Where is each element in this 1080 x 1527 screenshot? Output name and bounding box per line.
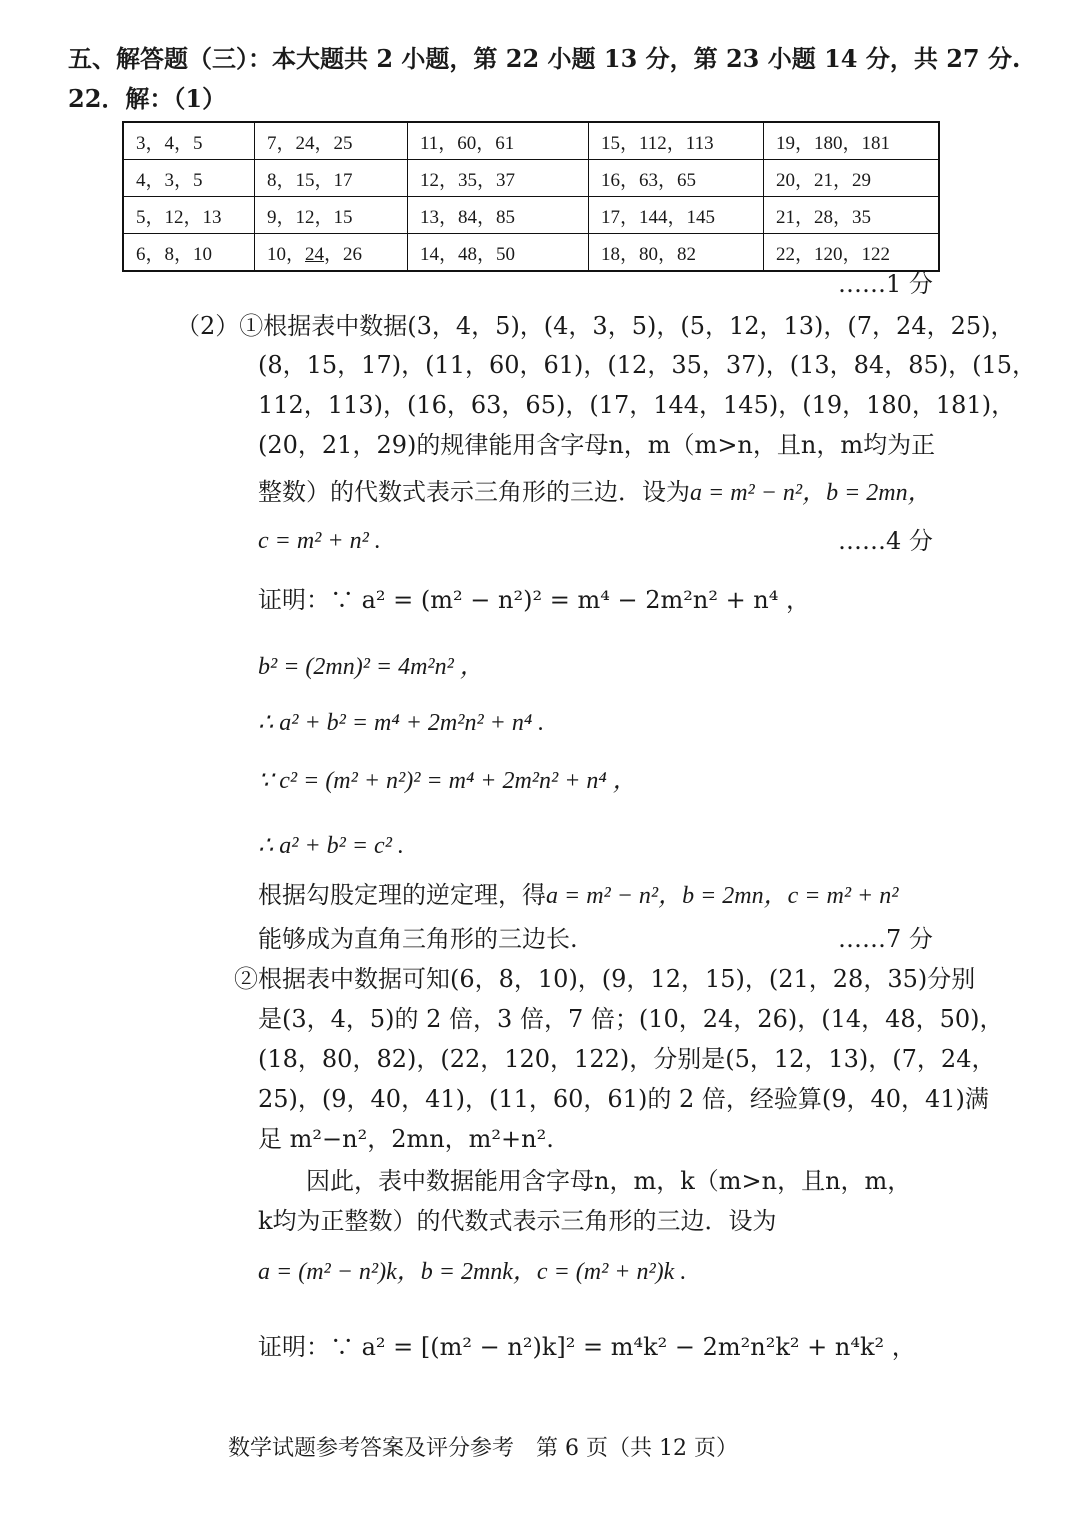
- part2b-line-9: 证明：∵ a² = [(m² − n²)k]² = m⁴k² − 2m²n²k² + n⁴k² ，: [258, 1333, 916, 1361]
- table-cell: 4，3，5: [123, 160, 255, 197]
- proof1-line-3: ∴ a² + b² = m⁴ + 2m²n² + n⁴ .: [258, 710, 545, 736]
- proof1-line-2: b² = (2mn)² = 4m²n² ，: [258, 654, 484, 680]
- part2b-line-5: 足 m²−n²，2mn，m²+n².: [258, 1125, 554, 1153]
- table-cell: 22，120，122: [764, 234, 940, 272]
- question-22-label: 22．解：（1）: [68, 84, 227, 113]
- table-cell: 13，84，85: [408, 197, 589, 234]
- part2b-line-7: k均为正整数）的代数式表示三角形的三边．设为: [258, 1207, 777, 1235]
- score-7: ……7 分: [838, 925, 933, 953]
- part2-line-5-math: a = m² − n²，b = 2mn，: [690, 480, 932, 506]
- section-heading: 五、解答题（三）：本大题共 2 小题，第 22 小题 13 分，第 23 小题 14 分，共 27 分.: [68, 44, 1021, 73]
- part2-line-5: [258, 477, 932, 508]
- table-cell: 18，80，82: [589, 234, 764, 272]
- score-4: ……4 分: [838, 527, 933, 555]
- table-cell: 3，4，5: [123, 122, 255, 160]
- table-cell: 21，28，35: [764, 197, 940, 234]
- table-row: [123, 197, 939, 234]
- table-cell: 16，63，65: [589, 160, 764, 197]
- table-cell: 7，24，25: [255, 122, 408, 160]
- part2-line-3: 112，113)，(16，63，65)，(17，144，145)，(19，180，181)，: [258, 391, 1016, 419]
- table-cell: 12，35，37: [408, 160, 589, 197]
- table-cell: 19，180，181: [764, 122, 940, 160]
- table-cell: 14，48，50: [408, 234, 589, 272]
- proof1-line-6-math: a = m² − n²，b = 2mn，c = m² + n²: [546, 883, 899, 909]
- triples-table: [122, 121, 940, 272]
- table-cell: 11，60，61: [408, 122, 589, 160]
- part2-line-2: (8，15，17)，(11，60，61)，(12，35，37)，(13，84，85)，(15，: [258, 351, 1037, 379]
- table-cell: 17，144，145: [589, 197, 764, 234]
- proof1-line-4: ∵ c² = (m² + n²)² = m⁴ + 2m²n² + n⁴ ，: [258, 768, 637, 794]
- table-cell: 8，15，17: [255, 160, 408, 197]
- table-cell: 9，12，15: [255, 197, 408, 234]
- proof1-line-6: [258, 880, 898, 911]
- table-cell: [255, 234, 408, 272]
- part2-line-5-text: 整数）的代数式表示三角形的三边．设为: [258, 478, 690, 506]
- table-cell: 20，21，29: [764, 160, 940, 197]
- part2b-line-6: 因此，表中数据能用含字母n，m，k（m>n，且n，m，: [306, 1167, 912, 1195]
- part2-line-1: （2）①根据表中数据(3，4，5)，(4，3，5)，(5，12，13)，(7，24，25)，: [176, 312, 1015, 340]
- proof1-line-6-text: 根据勾股定理的逆定理，得: [258, 881, 546, 909]
- score-1: ……1 分: [838, 270, 933, 298]
- table-cell: 5，12，13: [123, 197, 255, 234]
- proof1-line-1: 证明：∵ a² = (m² − n²)² = m⁴ − 2m²n² + n⁴ ，: [258, 586, 811, 614]
- cell-suffix: ，26: [324, 243, 363, 265]
- filled-blank: 24: [305, 243, 325, 265]
- part2b-line-4: 25)，(9，40，41)，(11，60，61)的 2 倍，经验算(9，40，41)满: [258, 1085, 989, 1113]
- part2-line-6: c = m² + n² .: [258, 528, 381, 554]
- part2-line-4: (20，21，29)的规律能用含字母n，m（m>n，且n，m均为正: [258, 431, 936, 459]
- table-cell: 6，8，10: [123, 234, 255, 272]
- table-row: [123, 122, 939, 160]
- proof1-line-7: 能够成为直角三角形的三边长.: [258, 925, 578, 953]
- page-footer: 数学试题参考答案及评分参考 第 6 页（共 12 页）: [228, 1436, 738, 1461]
- part2b-line-2: 是(3，4，5)的 2 倍，3 倍，7 倍；(10，24，26)，(14，48，50)，: [258, 1005, 1004, 1033]
- part2b-line-3: (18，80，82)，(22，120，122)，分别是(5，12，13)，(7，24，: [258, 1045, 996, 1073]
- proof1-line-5: ∴ a² + b² = c² .: [258, 833, 404, 859]
- part2b-line-8: a = (m² − n²)k，b = 2mnk，c = (m² + n²)k .: [258, 1259, 687, 1285]
- table-row: [123, 234, 939, 272]
- cell-prefix: 10，: [267, 243, 306, 265]
- part2b-line-1: ②根据表中数据可知(6，8，10)，(9，12，15)，(21，28，35)分别: [234, 965, 976, 993]
- table-cell: 15，112，113: [589, 122, 764, 160]
- table-row: [123, 160, 939, 197]
